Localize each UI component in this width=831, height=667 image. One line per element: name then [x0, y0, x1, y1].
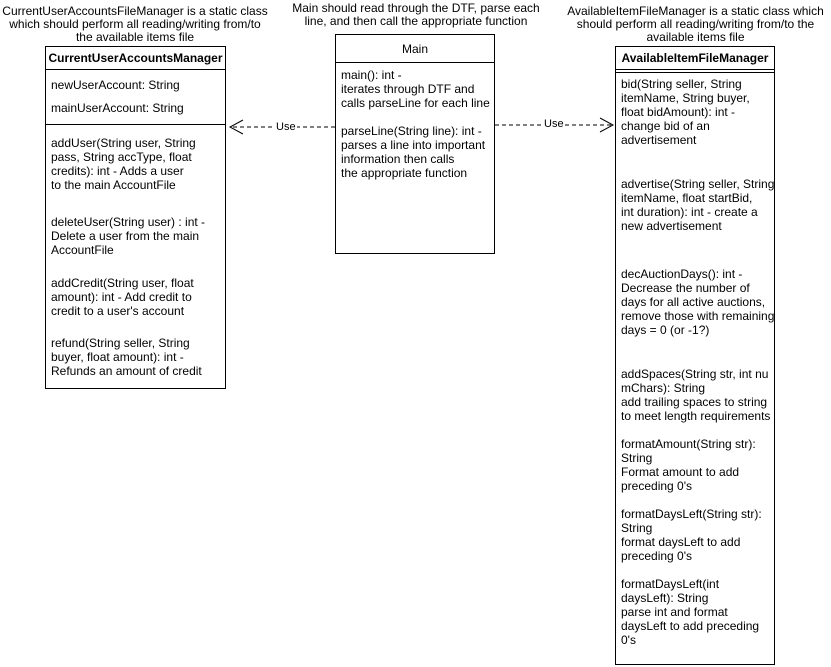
- class-name: Main: [336, 35, 494, 63]
- method: formatDaysLeft(String str): String format daysLeft to add preceding 0's: [621, 507, 762, 563]
- separator: [46, 124, 225, 125]
- method: addCredit(String user, float amount): int - Add credit to credit to a user's account: [51, 276, 194, 318]
- method: addSpaces(String str, int nu mChars): String add trailing spaces to string to meet length requirements: [621, 367, 771, 423]
- attribute: newUserAccount: String: [51, 78, 180, 92]
- method: parseLine(String line): int - parses a line into important information then calls the appropriate function: [341, 124, 486, 180]
- class-name: AvailableItemFileManager: [616, 47, 774, 70]
- class-main[interactable]: [335, 34, 495, 254]
- method: formatAmount(String str): String Format amount to add preceding 0's: [621, 437, 756, 493]
- method: refund(String seller, String buyer, float amount): int - Refunds an amount of credit: [51, 336, 202, 378]
- method: decAuctionDays(): int - Decrease the number of days for all active auctions, remove those with remaining days = 0 (or -1?): [621, 267, 775, 337]
- note-main: Main should read through the DTF, parse each line, and then call the appropriate function: [292, 1, 540, 28]
- attribute: mainUserAccount: String: [51, 101, 184, 115]
- method: addUser(String user, String pass, String accType, float credits): int - Adds a user to the main AccountFile: [51, 136, 196, 192]
- method: bid(String seller, String itemName, String buyer, float bidAmount): int - change bid of an advertisement: [621, 77, 750, 147]
- separator: [616, 72, 774, 73]
- use-label-left: Use: [276, 121, 296, 133]
- method: formatDaysLeft(int daysLeft): String parse int and format daysLeft to add preceding 0's: [621, 577, 760, 647]
- class-name: CurrentUserAccountsManager: [46, 47, 225, 70]
- class-available-item-file-manager[interactable]: [615, 46, 775, 665]
- use-label-right: Use: [544, 118, 564, 130]
- method: advertise(String seller, String itemName, float startBid, int duration): int - create a new advertisement: [621, 177, 775, 233]
- class-current-user-accounts-manager[interactable]: [45, 46, 226, 389]
- note-available-manager: AvailableItemFileManager is a static class which should perform all reading/writing from/to the available items file: [567, 4, 824, 44]
- method: main(): int - iterates through DTF and calls parseLine for each line: [341, 68, 490, 110]
- note-current-manager: CurrentUserAccountsFileManager is a static class which should perform all reading/writing from/to the available items file: [2, 4, 268, 44]
- method: deleteUser(String user) : int - Delete a user from the main AccountFile: [51, 215, 206, 257]
